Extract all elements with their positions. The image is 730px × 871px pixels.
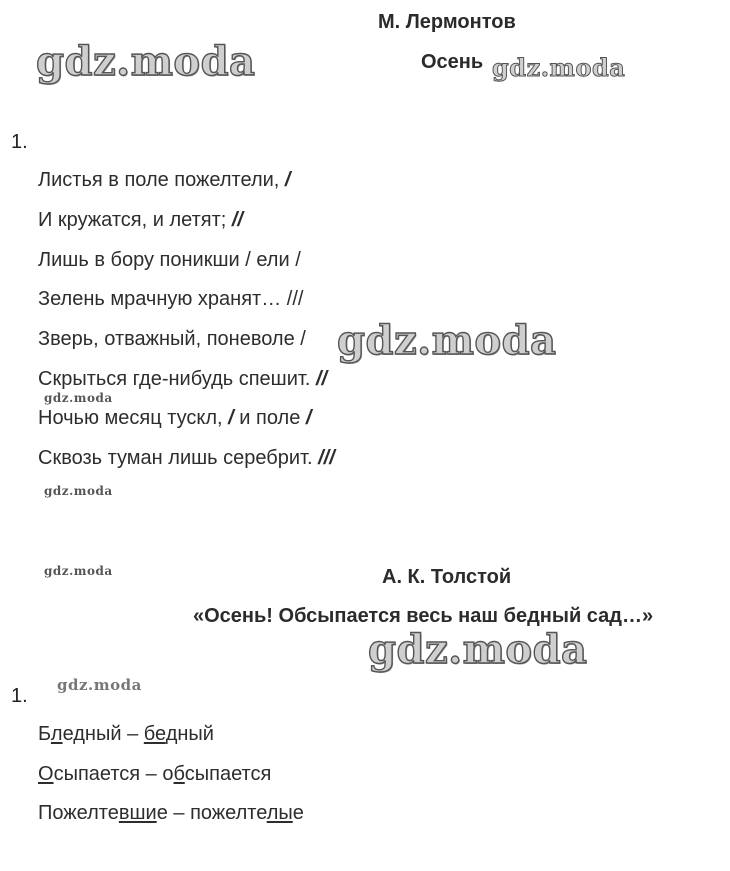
poem-line: Сквозь туман лишь серебрит. ///: [38, 447, 335, 469]
poem-line: Ночью месяц тускл, / и поле /: [38, 407, 312, 429]
poem-line: И кружатся, и летят; //: [38, 209, 243, 231]
watermark-logo: gdz.moda: [44, 391, 113, 405]
poem-line: Скрыться где-нибудь спешит. //: [38, 368, 328, 390]
author-heading: А. К. Толстой: [382, 566, 512, 588]
poem-line: Зелень мрачную хранят… ///: [38, 288, 304, 310]
watermark-logo: gdz.moda: [492, 53, 626, 82]
watermark-logo: gdz.moda: [44, 564, 113, 578]
watermark-logo: gdz.moda: [44, 484, 113, 498]
watermark-logo: gdz.moda: [36, 38, 256, 85]
poem-title: Осень: [421, 51, 484, 73]
poem-line: Листья в поле пожелтели, /: [38, 169, 291, 191]
word-pair: Осыпается – обсыпается: [38, 763, 272, 785]
task-number: 1.: [11, 131, 28, 153]
poem-title: «Осень! Обсыпается весь наш бедный сад…»: [193, 605, 654, 627]
poem-line: Зверь, отважный, поневоле /: [38, 328, 306, 350]
author-heading: М. Лермонтов: [378, 11, 516, 33]
task-number: 1.: [11, 685, 28, 707]
word-pair: Бледный – бедный: [38, 723, 214, 745]
watermark-logo: gdz.moda: [337, 317, 557, 364]
word-pair: Пожелтевшие – пожелтелые: [38, 802, 304, 824]
watermark-logo: gdz.moda: [368, 626, 588, 673]
poem-line: Лишь в бору поникши / ели /: [38, 249, 301, 271]
watermark-logo: gdz.moda: [57, 676, 142, 694]
